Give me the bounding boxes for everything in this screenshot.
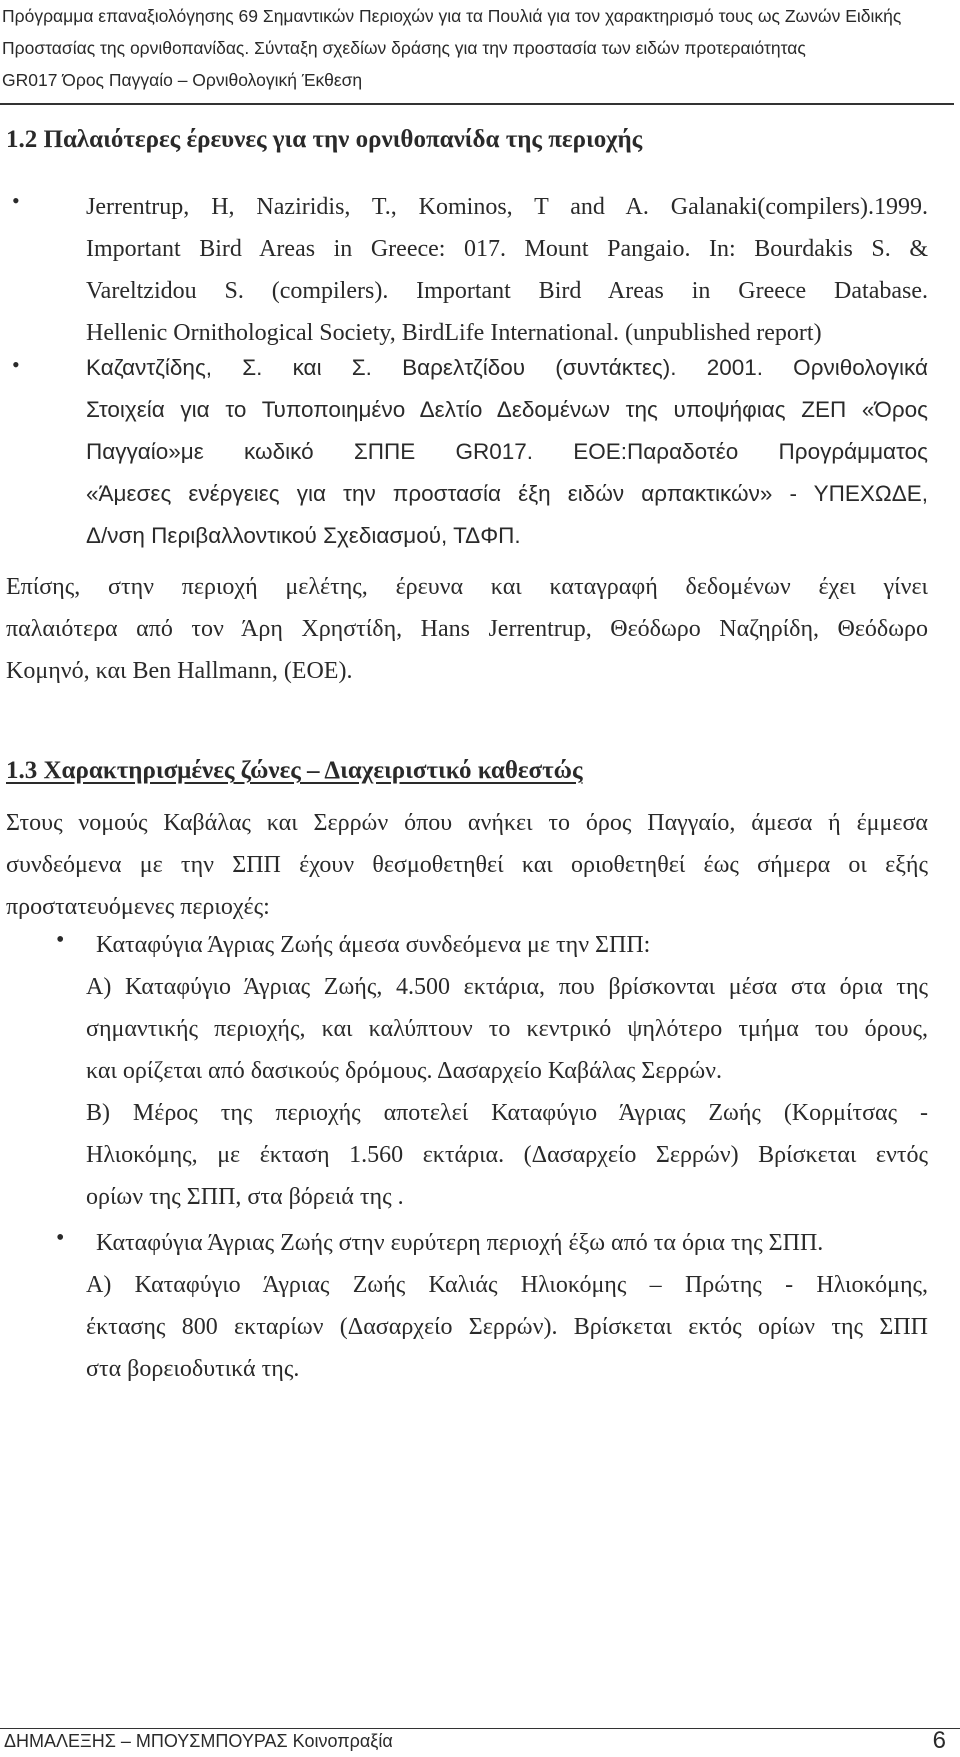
- bullet-icon: •: [12, 188, 20, 213]
- header-divider: [0, 103, 954, 105]
- running-header-line-2: Προστασίας της ορνιθοπανίδας. Σύνταξη σχεδίων δράσης για την προστασία των ειδών προτεραιότητας: [2, 38, 806, 58]
- bullet-icon: •: [12, 352, 20, 377]
- running-header-line-3: GR017 Όρος Παγγαίο – Ορνιθολογική Έκθεση: [2, 70, 363, 90]
- bullet-icon: •: [56, 1225, 65, 1251]
- reference-item-2: Καζαντζίδης, Σ. και Σ. Βαρελτζίδου (συντάκτες). 2001. Ορνιθολογικά Στοιχεία για το Τυποποιημένο Δελτίο Δεδομένων της υποψήφιας ΖΕΠ «Όρος Παγγαίο»με κωδικό ΣΠΠΕ GR017. ΕΟΕ:Παραδοτέο Προγράμματος «Άμεσες ενέργειες για την προστασία έξη ειδών αρπακτικών» - ΥΠΕΧΩΔΕ, Δ/νση Περιβαλλοντικού Σχεδιασμού, ΤΔΦΠ.: [86, 355, 928, 548]
- refuges-block-1: Α) Καταφύγιο Άγριας Ζωής, 4.500 εκτάρια, που βρίσκονται μέσα στα όρια της σημαντικής περιοχής, και καλύπτουν το κεντρικό ψηλότερο τμήμα του όρους, και ορίζεται από δασικούς δρόμους. Δασαρχείο Καβάλας Σερρών. Β) Μέρος της περιοχής αποτελεί Καταφύγιο Άγριας Ζωής (Κορμίτσας - Ηλιοκόμης, με έκταση 1.560 εκτάρια. (Δασαρχείο Σερρών) Βρίσκεται εντός ορίων της ΣΠΠ, στα βόρειά της .: [86, 974, 928, 1210]
- footer-text: ΔΗΜΑΛΕΞΗΣ – ΜΠΟΥΣΜΠΟΥΡΑΣ Κοινοπραξία: [4, 1731, 393, 1751]
- reference-item-1: Jerrentrup, H, Naziridis, T., Kominos, T and A. Galanaki(compilers).1999. Important Bird Areas in Greece: 017. Mount Pangaio. In: Bourdakis S. & Vareltzidou S. (compilers). Important Bird Areas in Greece Database. Hellenic Ornithological Society, BirdLife International. (unpublished report): [86, 194, 928, 346]
- section-1-3-title: 1.3 Χαρακτηρισμένες ζώνες – Διαχειριστικό καθεστώς: [6, 757, 583, 784]
- page-number: 6: [932, 1727, 946, 1754]
- footer-divider: [0, 1728, 960, 1729]
- section-1-2-title: 1.2 Παλαιότερες έρευνες για την ορνιθοπανίδα της περιοχής: [6, 126, 643, 153]
- section-1-3-intro: Στους νομούς Καβάλας και Σερρών όπου ανήκει το όρος Παγγαίο, άμεσα ή έμμεσα συνδεόμενα με την ΣΠΠ έχουν θεσμοθετηθεί και οριοθετηθεί έως σήμερα οι εξής προστατευόμενες περιοχές:: [6, 810, 928, 920]
- refuges-block-2: Α) Καταφύγιο Άγριας Ζωής Καλιάς Ηλιοκόμης – Πρώτης - Ηλιοκόμης, έκτασης 800 εκταρίων (Δασαρχείο Σερρών). Βρίσκεται εκτός ορίων της ΣΠΠ στα βορειοδυτικά της.: [86, 1272, 928, 1382]
- bullet-icon: •: [56, 927, 65, 953]
- running-header-line-1: Πρόγραμμα επαναξιολόγησης 69 Σημαντικών Περιοχών για τα Πουλιά για τον χαρακτηρισμό τους ως Ζωνών Ειδικής: [2, 6, 902, 26]
- refuges-bullet-2: Καταφύγια Άγριας Ζωής στην ευρύτερη περιοχή έξω από τα όρια της ΣΠΠ.: [96, 1230, 824, 1256]
- refuges-bullet-1: Καταφύγια Άγριας Ζωής άμεσα συνδεόμενα με την ΣΠΠ:: [96, 932, 651, 958]
- section-1-2-paragraph: Επίσης, στην περιοχή μελέτης, έρευνα και καταγραφή δεδομένων έχει γίνει παλαιότερα από τον Άρη Χρηστίδη, Hans Jerrentrup, Θεόδωρο Ναζηρίδη, Θεόδωρο Κομηνό, και Ben Hallmann, (ΕΟΕ).: [6, 574, 928, 684]
